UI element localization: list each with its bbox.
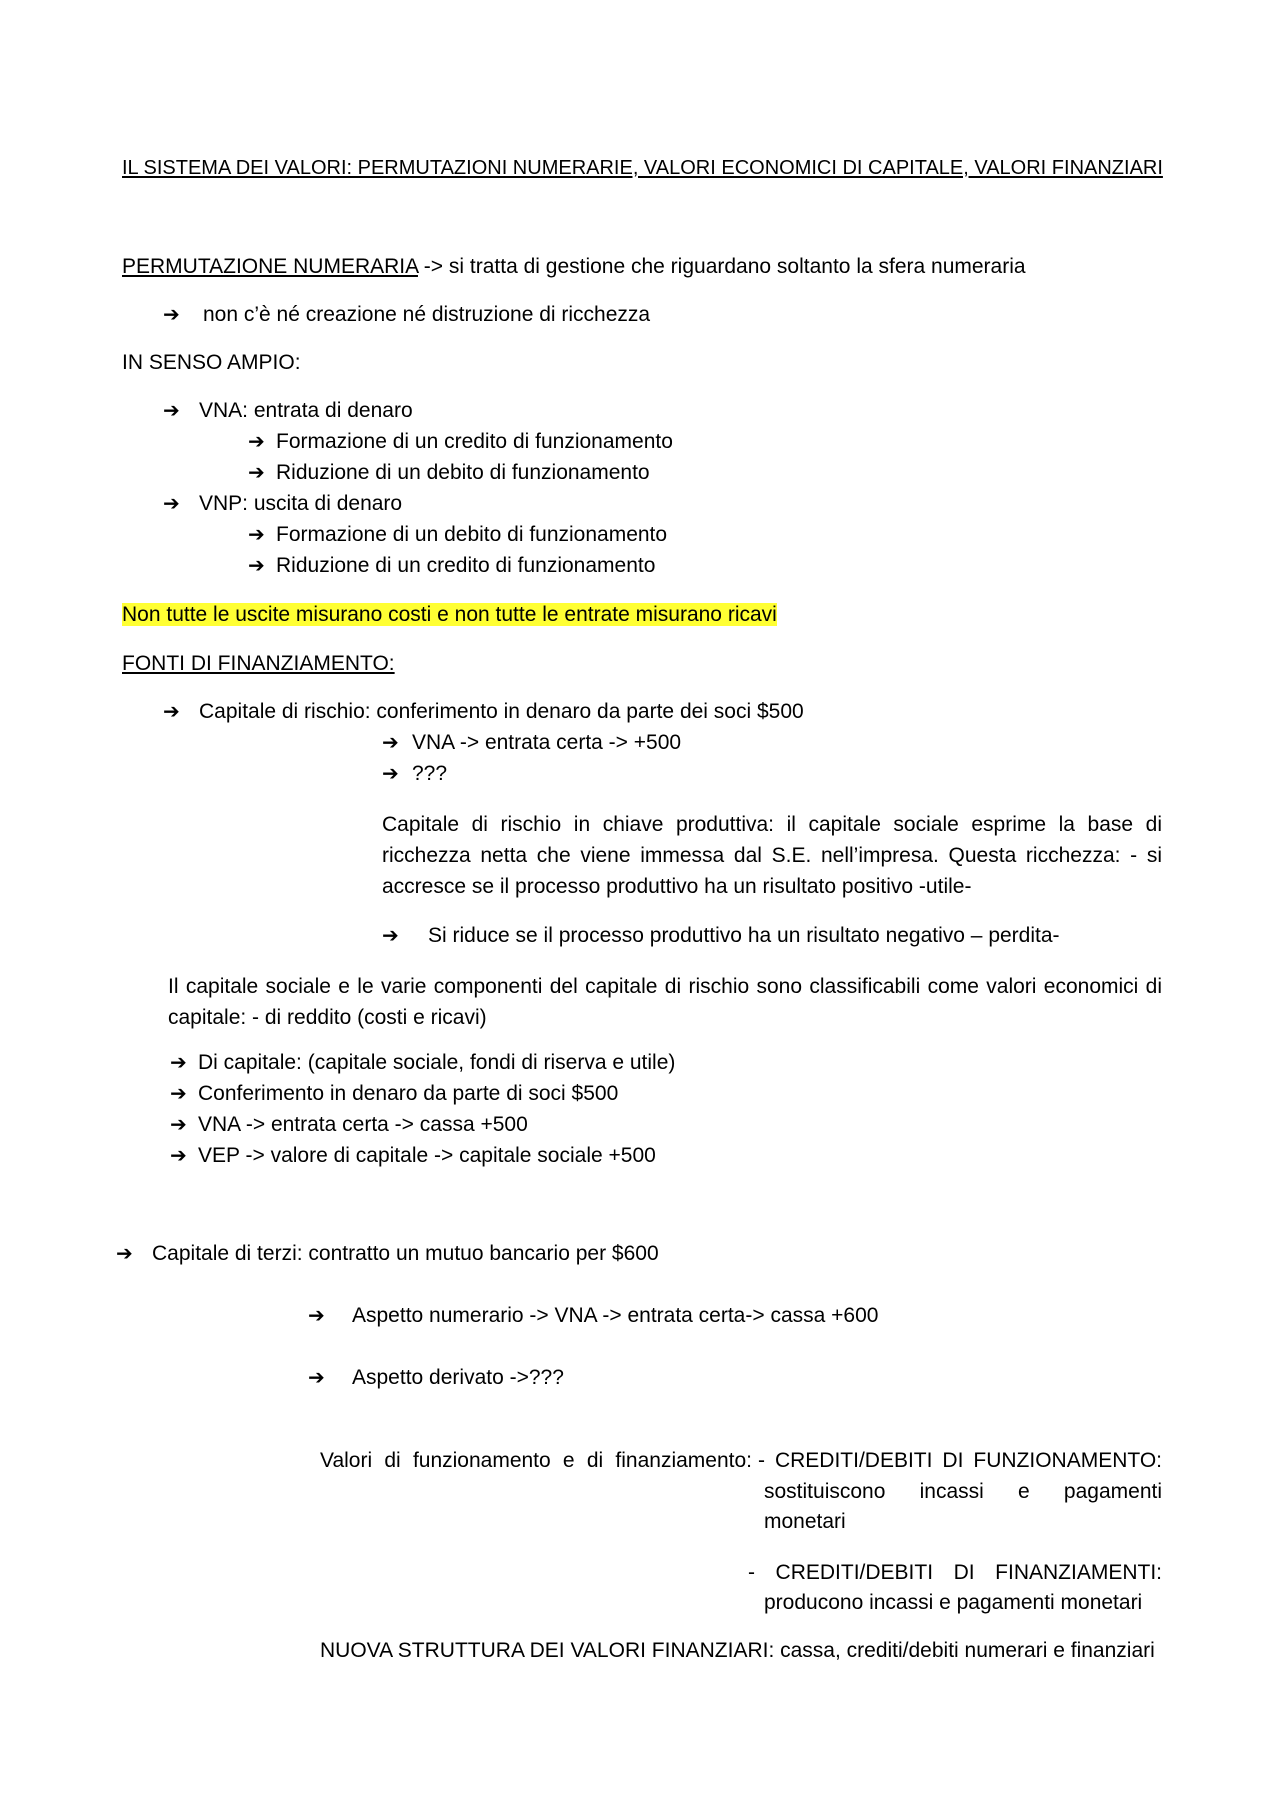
fonti-list-item: ➔ Conferimento in denaro da parte di soci $500 xyxy=(170,1082,619,1105)
vnp-sub-item: ➔ Riduzione di un credito di funzionamento xyxy=(248,554,656,577)
vna-sub-item: ➔ Formazione di un credito di funzionamento xyxy=(248,430,673,453)
arrow-icon: ➔ xyxy=(248,462,265,484)
arrow-icon: ➔ xyxy=(248,524,265,546)
fonti-list-item: ➔ Di capitale: (capitale sociale, fondi di riserva e utile) xyxy=(170,1051,676,1074)
perm-definition: -> si tratta di gestione che riguardano soltanto la sfera numeraria xyxy=(417,255,1026,278)
arrow-icon: ➔ xyxy=(248,431,265,453)
valori-item-finanziamenti-cont: producono incassi e pagamenti monetari xyxy=(764,1591,1143,1614)
vnp-item: ➔ VNP: uscita di denaro xyxy=(163,492,403,515)
arrow-icon: ➔ xyxy=(382,763,399,785)
arrow-icon: ➔ xyxy=(163,701,180,723)
arrow-icon: ➔ xyxy=(170,1145,187,1167)
fonti-list-item: ➔ VNA -> entrata certa -> cassa +500 xyxy=(170,1113,528,1136)
vna-item: ➔ VNA: entrata di denaro xyxy=(163,399,413,422)
highlight-note: Non tutte le uscite misurano costi e non tutte le entrate misurano ricavi xyxy=(122,603,777,626)
perm-note: ➔ non c’è né creazione né distruzione di ricchezza xyxy=(163,303,651,326)
arrow-icon: ➔ xyxy=(382,732,399,754)
fonti-list-item: ➔ VEP -> valore di capitale -> capitale sociale +500 xyxy=(170,1144,656,1167)
rischio-sub-item: ➔ VNA -> entrata certa -> +500 xyxy=(382,731,682,754)
classifica-paragraph: Il capitale sociale e le varie componenti del capitale di rischio sono classificabili come valori economici di capitale: - di reddito (costi e ricavi) xyxy=(168,975,1162,1029)
senso-ampio-heading: IN SENSO AMPIO: xyxy=(122,351,301,374)
nuova-struttura: NUOVA STRUTTURA DEI VALORI FINANZIARI: cassa, crediti/debiti numerari e finanziari xyxy=(320,1639,1155,1662)
arrow-icon: ➔ xyxy=(170,1114,187,1136)
arrow-icon: ➔ xyxy=(308,1305,325,1327)
arrow-icon: ➔ xyxy=(382,925,399,947)
riduce-item: ➔ Si riduce se il processo produttivo ha un risultato negativo – perdita- xyxy=(382,924,1060,947)
perm-term: PERMUTAZIONE NUMERARIA xyxy=(122,255,418,278)
arrow-icon: ➔ xyxy=(308,1367,325,1389)
rischio-item: ➔ Capitale di rischio: conferimento in denaro da parte dei soci $500 xyxy=(163,700,804,723)
terzi-numerario: ➔ Aspetto numerario -> VNA -> entrata certa-> cassa +600 xyxy=(308,1304,879,1327)
arrow-icon: ➔ xyxy=(163,304,180,326)
terzi-derivato: ➔ Aspetto derivato ->??? xyxy=(308,1366,564,1389)
arrow-icon: ➔ xyxy=(163,400,180,422)
fonti-heading: FONTI DI FINANZIAMENTO: xyxy=(122,652,395,675)
arrow-icon: ➔ xyxy=(170,1052,187,1074)
valori-item-finanziamenti: - CREDITI/DEBITI DI FINANZIAMENTI: xyxy=(748,1561,1162,1584)
valori-item-funzionamento-cont: monetari xyxy=(764,1510,846,1533)
arrow-icon: ➔ xyxy=(116,1243,133,1265)
terzi-item: ➔ Capitale di terzi: contratto un mutuo bancario per $600 xyxy=(116,1242,659,1265)
valori-item-funzionamento-cont: sostituiscono incassi e pagamenti xyxy=(764,1480,1162,1503)
rischio-sub-item: ➔ ??? xyxy=(382,762,448,785)
valori-item-funzionamento: - CREDITI/DEBITI DI FUNZIONAMENTO: xyxy=(758,1449,1162,1472)
valori-label: Valori di funzionamento e di finanziamento: xyxy=(320,1449,752,1472)
vnp-sub-item: ➔ Formazione di un debito di funzionamento xyxy=(248,523,668,546)
rischio-paragraph: Capitale di rischio in chiave produttiva: il capitale sociale esprime la base di ricchezza netta che viene immessa dal S.E. nell’impresa. Questa ricchezza: - si accresce se il processo produttivo ha un risultato positivo -utile- xyxy=(382,813,1162,898)
arrow-icon: ➔ xyxy=(163,493,180,515)
arrow-icon: ➔ xyxy=(170,1083,187,1105)
perm-line xyxy=(122,254,1026,279)
vna-sub-item: ➔ Riduzione di un debito di funzionamento xyxy=(248,461,650,484)
arrow-icon: ➔ xyxy=(248,555,265,577)
page-title: IL SISTEMA DEI VALORI: PERMUTAZIONI NUMERARIE, VALORI ECONOMICI DI CAPITALE, VALORI FINANZIARI xyxy=(122,157,1163,179)
